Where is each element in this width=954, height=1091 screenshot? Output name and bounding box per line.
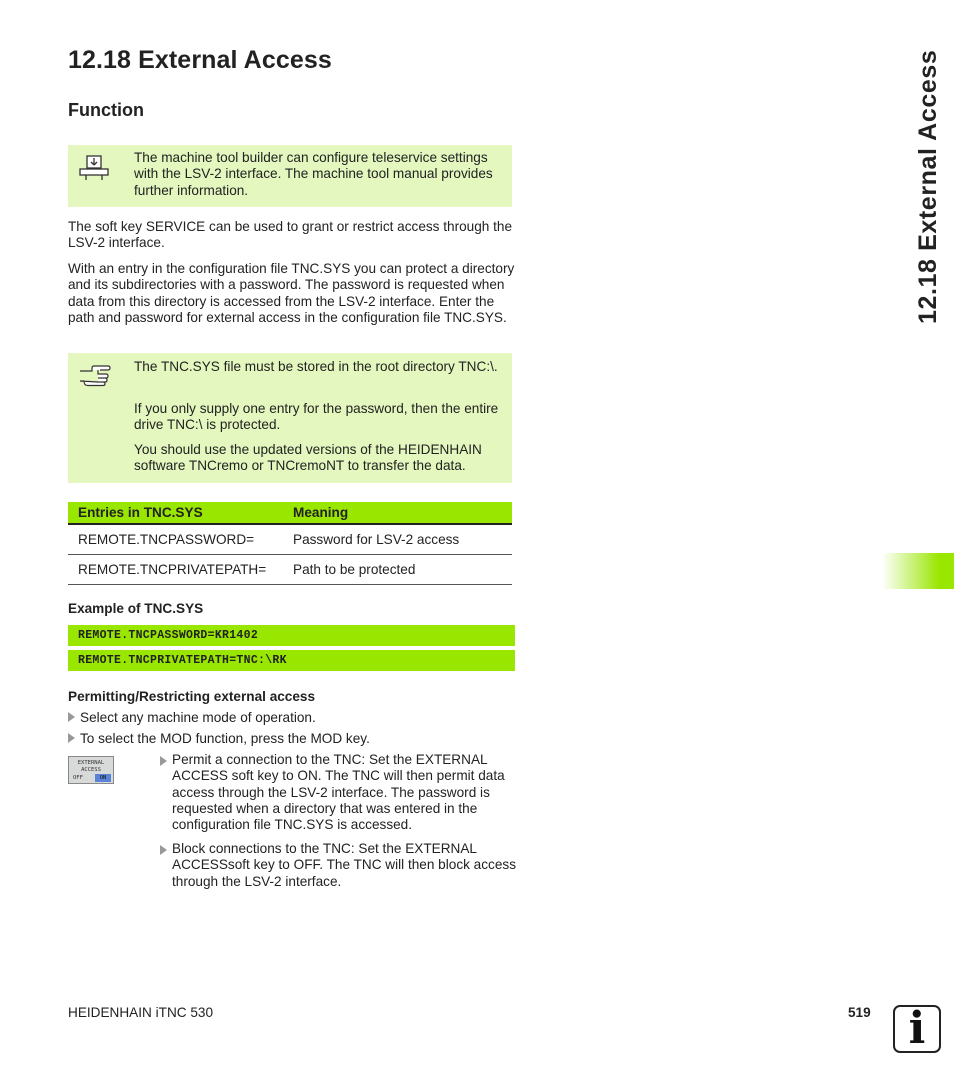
machine-note-box bbox=[68, 145, 512, 207]
table-cell-meaning: Password for LSV-2 access bbox=[283, 524, 512, 555]
step-text: To select the MOD function, press the MOD key. bbox=[80, 731, 370, 746]
function-heading: Function bbox=[68, 100, 144, 120]
table-header-entries: Entries in TNC.SYS bbox=[68, 502, 283, 524]
access-heading: Permitting/Restricting external access bbox=[68, 689, 316, 704]
paragraph-tnc-sys: With an entry in the configuration file TNC.SYS you can protect a directory and its subdirectories with a password. The password is requested when data from this directory is accessed from the LSV-2 interface. Enter the path and password for external access in the configuration file TNC.SYS. bbox=[68, 261, 515, 325]
table-cell-entry: REMOTE.TNCPASSWORD= bbox=[68, 524, 283, 555]
arrow-right-icon bbox=[68, 712, 75, 722]
info-icon bbox=[893, 1005, 941, 1053]
sub-step-text: Permit a connection to the TNC: Set the EXTERNAL ACCESS soft key to ON. The TNC will then permit data access through the LSV-2 interface. The password is requested when a directory that was entered in the configuration file TNC.SYS is accessed. bbox=[172, 752, 505, 833]
table-header-meaning: Meaning bbox=[283, 502, 512, 524]
machine-note-text: The machine tool builder can configure teleservice settings with the LSV-2 interface. The machine tool manual provides further information. bbox=[134, 150, 493, 198]
info-icon-letter: i bbox=[908, 1003, 926, 1054]
example-heading: Example of TNC.SYS bbox=[68, 601, 204, 616]
arrow-right-icon bbox=[160, 756, 167, 766]
code-line: REMOTE.TNCPASSWORD=KR1402 bbox=[68, 625, 515, 646]
softkey-off-label: OFF bbox=[73, 775, 83, 781]
side-running-title: 12.18 External Access bbox=[914, 49, 942, 324]
softkey-label-line2: ACCESS bbox=[81, 767, 101, 773]
table-cell-entry: REMOTE.TNCPRIVATEPATH= bbox=[68, 555, 283, 585]
sub-step-item bbox=[160, 752, 520, 833]
step-item bbox=[68, 710, 316, 726]
step-text: Select any machine mode of operation. bbox=[80, 710, 316, 725]
arrow-right-icon bbox=[160, 845, 167, 855]
code-line: REMOTE.TNCPRIVATEPATH=TNC:\RK bbox=[68, 650, 515, 671]
step-item bbox=[68, 731, 370, 747]
paragraph-service: The soft key SERVICE can be used to grant or restrict access through the LSV-2 interface. bbox=[68, 219, 513, 251]
section-title: 12.18 External Access bbox=[68, 46, 332, 74]
softkey-on-label: ON bbox=[95, 774, 111, 782]
sub-step-text: Block connections to the TNC: Set the EXTERNAL ACCESSsoft key to OFF. The TNC will then block access through the LSV-2 interface. bbox=[172, 841, 516, 889]
table-cell-meaning: Path to be protected bbox=[283, 555, 512, 585]
pointing-hand-icon bbox=[78, 363, 112, 387]
tnc-sys-table bbox=[68, 502, 512, 585]
hand-note-text-1: The TNC.SYS file must be stored in the root directory TNC:\. bbox=[134, 359, 498, 374]
hand-note-box bbox=[68, 353, 512, 483]
sub-step-item bbox=[160, 841, 520, 890]
table-header-row bbox=[68, 502, 512, 524]
hand-note-text-3: You should use the updated versions of the HEIDENHAIN software TNCremo or TNCremoNT to transfer the data. bbox=[134, 442, 482, 474]
softkey-label-line1: EXTERNAL bbox=[77, 760, 105, 766]
table-row bbox=[68, 524, 512, 555]
page-number: 519 bbox=[848, 1005, 871, 1020]
hand-note-text-2: If you only supply one entry for the password, then the entire drive TNC:\ is protected. bbox=[134, 401, 499, 433]
machine-icon bbox=[78, 155, 112, 181]
chapter-tab bbox=[882, 553, 954, 589]
external-access-softkey[interactable] bbox=[68, 756, 114, 784]
footer-product: HEIDENHAIN iTNC 530 bbox=[68, 1005, 214, 1020]
arrow-right-icon bbox=[68, 733, 75, 743]
table-row bbox=[68, 555, 512, 585]
